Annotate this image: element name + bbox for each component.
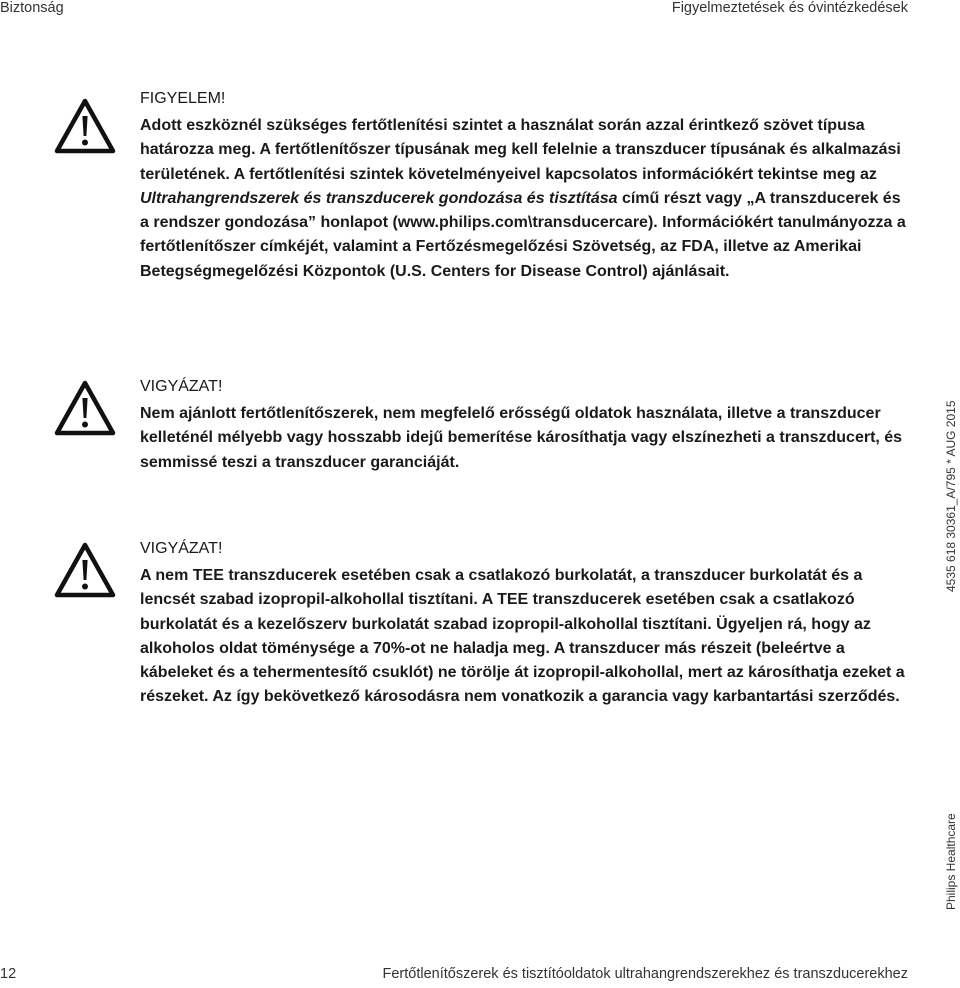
- warning-text-part: című részt vagy „A transzducerek és a rendszer gondozása” honlapot (www.philips.com\transducercare). Információkért tanulmányozza a fertőtlenítőszer címkéjét, valamint a Fertőzésmegelőzési Szövetség, az FDA, illetve az Amerikai Betegségmegelőzési Központok (U.S. Centers for Disease Control) ajánlásait.: [140, 189, 906, 280]
- warning-text-part: Adott eszköznél szükséges fertőtlenítési szintet a használat során azzal érintkező szövet típusa határozza meg. A fertőtlenítőszer típusának meg kell felelnie a transzducer típusának és alkalmazási területének. A fertőtlenítési szintek követelményeivel kapcsolatos információkért tekintse meg az: [140, 117, 901, 183]
- header-section-title: Biztonság: [0, 0, 64, 16]
- warning-triangle-icon: [54, 380, 116, 436]
- header-chapter-title: Figyelmeztetések és óvintézkedések: [671, 0, 908, 16]
- caution-block: [140, 540, 910, 710]
- footer-title: Fertőtlenítőszerek és tisztítóoldatok ultrahangrendszerekhez és transzducerekhez: [382, 966, 908, 982]
- caution-text: Nem ajánlott fertőtlenítőszerek, nem megfelelő erősségű oldatok használata, illetve a transzducer kelleténél mélyebb vagy hosszabb idejű bemerítése károsíthatja vagy elszínezheti a transzducert, és semmissé teszi a transzducer garanciáját.: [140, 405, 903, 471]
- warning-text-reference: Ultrahangrendszerek és transzducerek gondozása és tisztítása: [140, 189, 618, 207]
- warning-triangle-icon: [54, 98, 116, 154]
- warning-triangle-icon: [54, 542, 116, 598]
- caution-label: VIGYÁZAT!: [140, 378, 223, 395]
- brand-name: Philips Healthcare: [944, 813, 958, 910]
- document-code: 4535 618 30361_A/795 * AUG 2015: [944, 400, 958, 592]
- warning-block: [140, 90, 910, 284]
- warning-text: [140, 114, 910, 284]
- caution-label: VIGYÁZAT!: [140, 540, 223, 557]
- caution-block: [140, 378, 910, 475]
- warning-label: FIGYELEM!: [140, 90, 226, 107]
- page-number: 12: [0, 966, 17, 982]
- caution-text: A nem TEE transzducerek esetében csak a csatlakozó burkolatát, a transzducer burkolatát és a lencsét szabad izopropil-alkohollal tisztítani. A TEE transzducerek esetében csak a csatlakozó burkolatát és a kezelőszerv burkolatát szabad izopropil-alkohollal tisztítani. Ügyeljen rá, hogy az alkoholos oldat töménysége a 70%-ot ne haladja meg. A transzducer más részeit (beleértve a kábeleket és a tehermentesítő csuklót) ne törölje át izopropil-alkohollal, mert az károsíthatja ezeket a részeket. Az így bekövetkező károsodásra nem vonatkozik a garancia vagy karbantartási szerződés.: [140, 567, 905, 706]
